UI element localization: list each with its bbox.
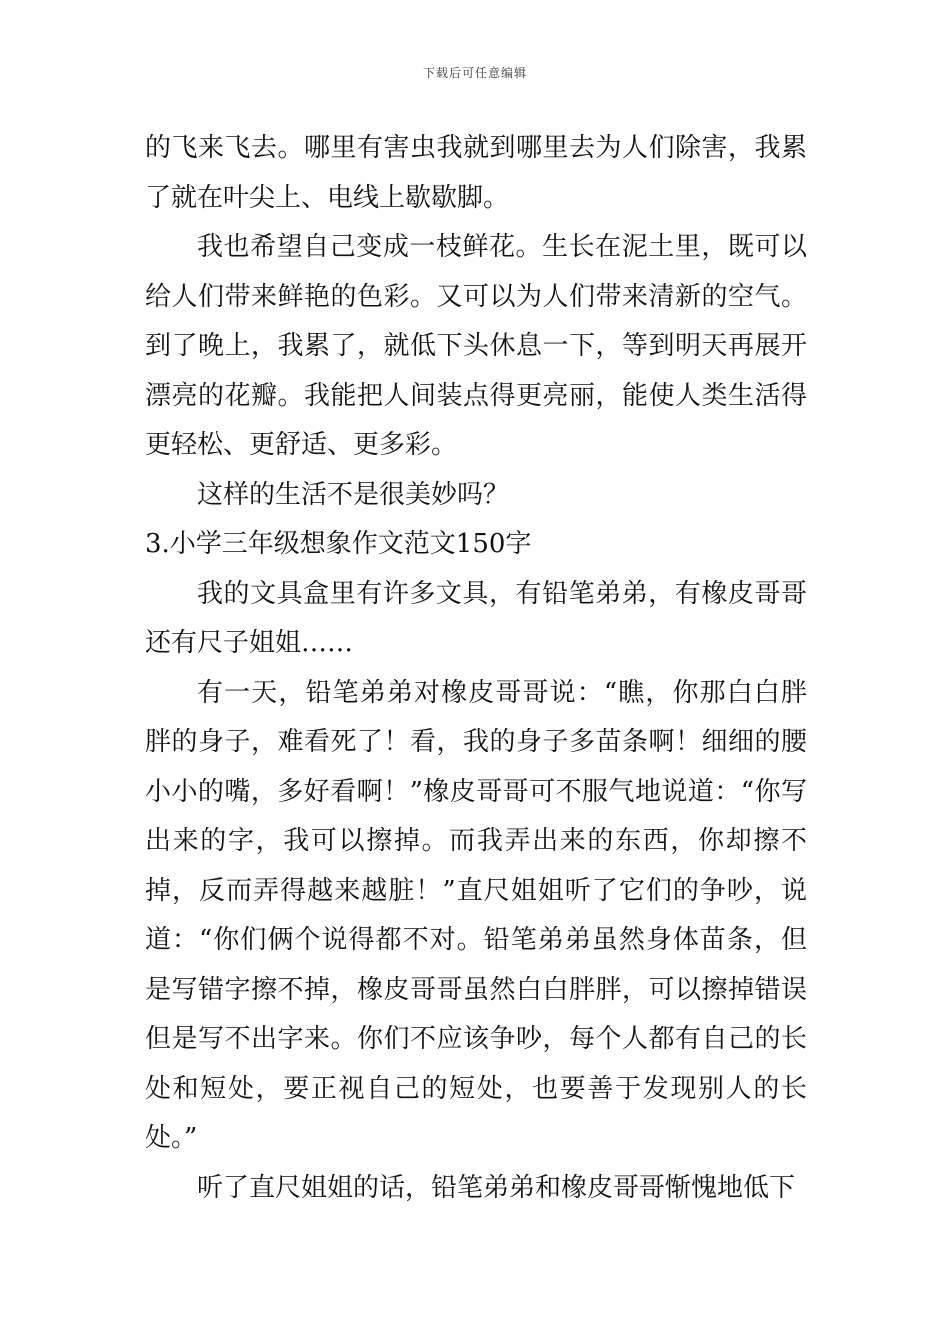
paragraph-closing-question: 这样的生活不是很美妙吗？ <box>197 479 510 510</box>
section-heading: 3.小学三年级想象作文范文150字 <box>145 529 532 559</box>
paragraph-dialogue: 有一天，铅笔弟弟对橡皮哥哥说：“瞧，你那白白胖胖的身子，难看死了！看，我的身子多苗条啊！细细的腰小小的嘴，多好看啊！”橡皮哥哥可不服气地说道：“你写出来的字，我可以擦掉。而我弄出来的东西，你却擦不掉，反而弄得越来越脏！”直尺姐姐听了它们的争吵，说道：“你们俩个说得都不对。铅笔弟弟虽然身体苗条，但是写错字擦不掉，橡皮哥哥虽然白白胖胖，可以擦掉错误但是写不出字来。你们不应该争吵，每个人都有自己的长处和短处，要正视自己的短处，也要善于发现别人的长处。” <box>145 677 807 1153</box>
page-header: 下载后可任意编辑 <box>422 66 527 80</box>
paragraph-flower-wish: 我也希望自己变成一枝鲜花。生长在泥土里，既可以给人们带来鲜艳的色彩。又可以为人们带来清新的空气。到了晚上，我累了，就低下头休息一下，等到明天再展开漂亮的花瓣。我能把人间装点得更亮丽，能使人类生活得更轻松、更舒适、更多彩。 <box>145 232 807 460</box>
document-body <box>145 124 807 1213</box>
paragraph-ending: 听了直尺姐姐的话，铅笔弟弟和橡皮哥哥惭愧地低下 <box>197 1172 796 1203</box>
paragraph-stationery-intro: 我的文具盒里有许多文具，有铅笔弟弟，有橡皮哥哥还有尺子姐姐…… <box>145 578 807 658</box>
paragraph-continued: 的飞来飞去。哪里有害虫我就到哪里去为人们除害，我累了就在叶尖上、电线上歇歇脚。 <box>145 133 807 213</box>
